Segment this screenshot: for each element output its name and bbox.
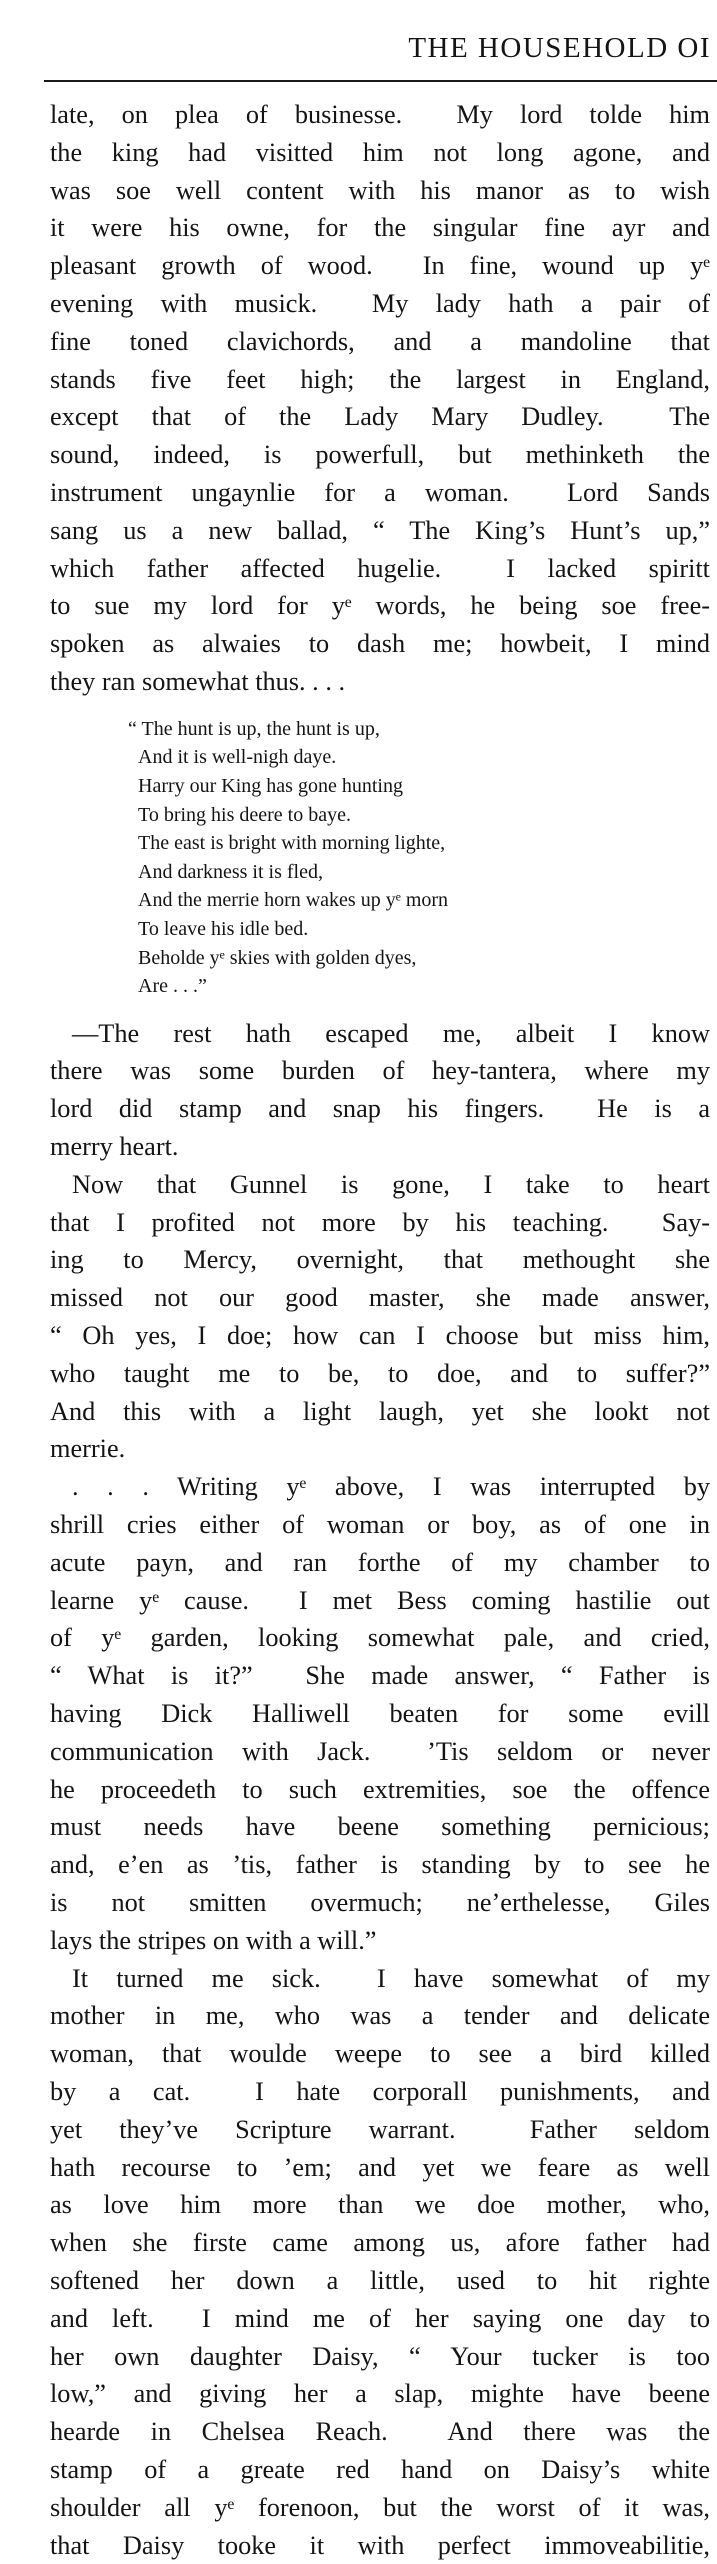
text-line: hearde in Chelsea Reach. And there was the: [50, 2417, 710, 2447]
text-line: . . . Writing yᵉ above, I was interrupted by: [72, 1472, 710, 1502]
text-line: low,” and giving her a slap, mighte have beene: [50, 2379, 710, 2409]
text-line: stands five feet high; the largest in England,: [50, 364, 710, 394]
verse-line: To leave his idle bed.: [138, 917, 309, 940]
text-line: that Daisy tooke it with perfect immoveabilitie,: [50, 2530, 710, 2560]
text-line: lord did stamp and snap his fingers. He is a: [50, 1094, 710, 1124]
text-line: learne yᵉ cause. I met Bess coming hastilie out: [50, 1585, 710, 1615]
text-line: must needs have beene something pernicious;: [50, 1812, 710, 1842]
text-line: to sue my lord for yᵉ words, he being soe free-: [50, 591, 710, 621]
text-line: lays the stripes on with a will.”: [50, 1925, 377, 1955]
verse-line: And the merrie horn wakes up yᵉ morn: [138, 889, 449, 912]
text-line: late, on plea of businesse. My lord tolde him: [50, 100, 710, 129]
text-line: it were his owne, for the singular fine ayr and: [50, 213, 710, 243]
text-line: instrument ungaynlie for a woman. Lord Sands: [50, 477, 710, 507]
text-line: by a cat. I hate corporall punishments, and: [50, 2077, 710, 2106]
verse-line: “ The hunt is up, the hunt is up,: [128, 717, 380, 740]
text-line: stamp of a greate red hand on Daisy’s white: [50, 2454, 710, 2484]
text-line: sang us a new ballad, “ The King’s Hunt’s up,”: [50, 515, 710, 545]
verse-line: And it is well-nigh daye.: [138, 746, 337, 769]
text-line: and left. I mind me of her saying one day to: [50, 2303, 710, 2333]
text-line: is not smitten overmuch; ne’erthelesse, Giles: [50, 1888, 710, 1918]
text-line: fine toned clavichords, and a mandoline that: [50, 326, 710, 356]
text-line: missed not our good master, she made answer,: [50, 1283, 710, 1313]
text-line: Now that Gunnel is gone, I take to heart: [72, 1169, 710, 1199]
verse-line: Are . . .”: [138, 975, 207, 998]
text-line: And this with a light laugh, yet she lookt not: [50, 1396, 710, 1426]
text-line: evening with musick. My lady hath a pair of: [50, 288, 710, 318]
text-line: mother in me, who was a tender and delicate: [50, 2001, 710, 2031]
verse-line: The east is bright with morning lighte,: [138, 832, 446, 855]
verse-line: Harry our King has gone hunting: [138, 774, 403, 797]
text-line: he proceedeth to such extremities, soe the offence: [50, 1774, 710, 1804]
text-line: woman, that woulde weepe to see a bird killed: [50, 2039, 710, 2069]
header-rule: [44, 80, 717, 82]
text-line: acute payn, and ran forthe of my chamber to: [50, 1547, 710, 1577]
text-line: shoulder all yᵉ forenoon, but the worst of it was,: [50, 2492, 710, 2522]
text-line: who taught me to be, to doe, and to suffer?”: [50, 1358, 710, 1388]
verse-line: Beholde yᵉ skies with golden dyes,: [138, 946, 417, 969]
text-line: spoken as alwaies to dash me; howbeit, I mind: [50, 629, 710, 659]
text-line: there was some burden of hey-tantera, where my: [50, 1056, 710, 1086]
text-line: that I profited not more by his teaching. Say-: [50, 1207, 710, 1237]
text-line: they ran somewhat thus. . . .: [50, 666, 346, 696]
text-line: “ Oh yes, I doe; how can I choose but miss him,: [50, 1321, 710, 1351]
running-head: THE HOUSEHOLD OI: [408, 32, 711, 64]
text-line: as love him more than we doe mother, who,: [50, 2190, 710, 2220]
body-text: [50, 96, 710, 2564]
text-line: which father affected hugelie. I lacked spiritt: [50, 553, 710, 583]
text-line: pleasant growth of wood. In fine, wound up yᵉ: [50, 251, 710, 281]
text-line: the king had visitted him not long agone, and: [50, 137, 710, 167]
text-line: ing to Mercy, overnight, that methought she: [50, 1245, 710, 1275]
text-line: having Dick Halliwell beaten for some evill: [50, 1699, 710, 1729]
text-line: was soe well content with his manor as to wish: [50, 175, 710, 205]
text-line: It turned me sick. I have somewhat of my: [72, 1963, 710, 1993]
text-line: sound, indeed, is powerfull, but methinketh the: [50, 440, 710, 470]
verse-line: And darkness it is fled,: [138, 860, 323, 883]
text-line: merry heart.: [50, 1132, 179, 1162]
ballad-verse: [50, 715, 710, 1001]
text-line: “ What is it?” She made answer, “ Father is: [50, 1661, 710, 1691]
text-line: except that of the Lady Mary Dudley. The: [50, 402, 710, 432]
verse-line: To bring his deere to baye.: [138, 803, 351, 826]
text-line: shrill cries either of woman or boy, as of one in: [50, 1510, 710, 1540]
text-line: yet they’ve Scripture warrant. Father seldom: [50, 2114, 710, 2144]
text-line: merrie.: [50, 1434, 126, 1464]
text-line: communication with Jack. ’Tis seldom or never: [50, 1736, 710, 1766]
text-line: softened her down a little, used to hit righte: [50, 2265, 710, 2295]
text-line: hath recourse to ’em; and yet we feare as well: [50, 2152, 710, 2182]
text-line: of yᵉ garden, looking somewhat pale, and cried,: [50, 1623, 710, 1653]
text-line: when she firste came among us, afore father had: [50, 2228, 710, 2258]
text-line: —The rest hath escaped me, albeit I know: [72, 1018, 710, 1048]
paragraph-visit: [50, 96, 710, 701]
paragraph-main: [50, 1015, 710, 2564]
text-line: and, e’en as ’tis, father is standing by to see he: [50, 1850, 710, 1880]
text-line: her own daughter Daisy, “ Your tucker is too: [50, 2341, 710, 2371]
